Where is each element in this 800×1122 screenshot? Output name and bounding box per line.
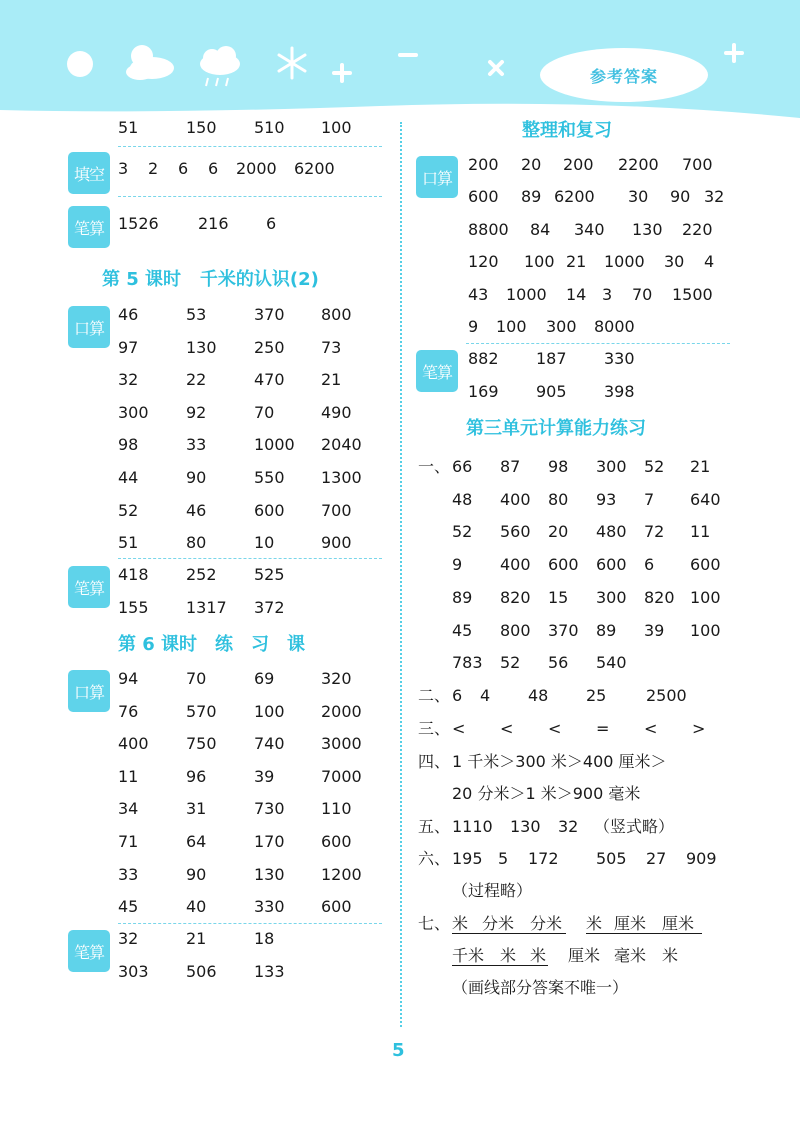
cell: 130 <box>254 864 285 884</box>
cell: 96 <box>186 766 207 786</box>
cell: 6 <box>644 555 655 575</box>
cell: 分米 <box>482 914 515 933</box>
cell: < <box>548 719 562 738</box>
cell: 905 <box>536 381 567 401</box>
cell: 6200 <box>554 187 595 207</box>
table-row <box>118 432 438 458</box>
cell: 750 <box>186 734 217 754</box>
cell: 89 <box>596 620 617 640</box>
cell: 110 <box>321 799 352 819</box>
cell: 千米 <box>452 946 485 965</box>
cell: 89 <box>521 187 542 207</box>
cell: 130 <box>632 219 663 239</box>
written-calc-tag: 笔算 <box>68 206 110 248</box>
dashed-separator <box>118 923 382 924</box>
cell: 1500 <box>672 284 713 304</box>
cell: 98 <box>548 457 569 476</box>
cell: 51 <box>118 533 139 553</box>
q4-line2: 20 分米＞1 米＞900 毫米 <box>452 784 641 803</box>
table-row <box>118 959 438 985</box>
cell: 170 <box>254 832 285 851</box>
cell: 400 <box>500 489 531 509</box>
cell: 厘米 <box>662 914 695 933</box>
cell: 3000 <box>321 734 362 754</box>
table-row <box>118 862 438 888</box>
q4-label: 四、 <box>418 752 451 771</box>
cell: 730 <box>254 799 285 819</box>
cell: 43 <box>468 284 489 304</box>
fill-blank-answers <box>118 156 388 182</box>
cell: 300 <box>596 587 627 607</box>
cell: 84 <box>530 219 551 239</box>
cell: 90 <box>186 864 207 884</box>
cell: 3 <box>118 159 129 178</box>
cell: 1000 <box>254 435 295 455</box>
cell: 600 <box>548 555 579 575</box>
dashed-separator <box>466 343 730 344</box>
cell: 71 <box>118 832 139 851</box>
cell: 87 <box>500 457 521 476</box>
cell: 4 <box>480 686 491 705</box>
table-row <box>118 926 438 952</box>
table-row <box>118 498 438 524</box>
cell: 30 <box>664 252 685 272</box>
cell: 1110 <box>452 817 493 836</box>
cell: 40 <box>186 897 207 917</box>
cell: 21 <box>566 252 587 272</box>
table-row <box>118 465 438 491</box>
cell: 300 <box>546 317 577 336</box>
lesson5-name: 千米的认识(2) <box>199 269 319 290</box>
written-calc-tag: 笔算 <box>416 350 458 392</box>
table-row <box>468 217 748 243</box>
dashed-separator <box>118 146 382 147</box>
cell: 1526 <box>118 214 159 233</box>
table-row <box>118 894 438 920</box>
cell: 510 <box>254 118 285 137</box>
cell: 32 <box>118 929 139 948</box>
cell: 45 <box>452 620 473 640</box>
cell: 300 <box>596 457 627 476</box>
cell: < <box>452 719 466 738</box>
cell: 46 <box>118 305 139 324</box>
table-row <box>118 829 438 855</box>
cell: 700 <box>682 155 713 174</box>
cell: 米 <box>530 946 547 965</box>
cell: 570 <box>186 701 217 721</box>
cell: 90 <box>186 468 207 487</box>
cell: 3 <box>602 284 613 304</box>
table-row <box>468 314 748 340</box>
cell: 14 <box>566 284 587 304</box>
cell: 39 <box>254 766 275 786</box>
cell: 100 <box>524 252 555 272</box>
cell: 25 <box>586 686 607 705</box>
cell: 46 <box>186 500 207 520</box>
cell: 1300 <box>321 468 362 487</box>
cell: 51 <box>118 118 139 137</box>
cell: 34 <box>118 799 139 819</box>
cell: 4 <box>704 252 715 272</box>
cell: 73 <box>321 337 342 357</box>
cell: 100 <box>496 317 527 336</box>
cell: 370 <box>254 305 285 324</box>
cell: 6 <box>452 686 463 705</box>
cell: 30 <box>628 187 649 207</box>
oral-calc-tag: 口算 <box>68 670 110 712</box>
cell: 6 <box>266 214 277 233</box>
table-row <box>118 530 438 556</box>
sun-icon <box>67 51 93 77</box>
table-row <box>118 764 438 790</box>
table-row <box>118 115 388 141</box>
table-row <box>468 379 788 405</box>
table-row <box>468 184 748 210</box>
cell: 27 <box>646 849 667 868</box>
cell: 20 <box>548 522 569 542</box>
cell: 7000 <box>321 766 362 786</box>
lesson5-title <box>102 267 319 293</box>
table-row <box>452 585 772 611</box>
cell: 6 <box>178 159 189 178</box>
cell: 45 <box>118 897 139 917</box>
cell: 216 <box>198 214 229 233</box>
cell: 9 <box>468 317 479 336</box>
table-row <box>118 302 438 328</box>
table-row <box>118 699 438 725</box>
cell: = <box>596 719 610 738</box>
cell: 21 <box>186 929 207 948</box>
table-row <box>468 346 788 372</box>
cell: 44 <box>118 468 139 487</box>
cell: 97 <box>118 337 139 357</box>
q2-label: 二、 <box>418 686 451 705</box>
cell: 330 <box>254 897 285 917</box>
cell: 600 <box>321 897 352 917</box>
table-row <box>452 650 772 676</box>
cell: 100 <box>690 587 721 607</box>
cell: 370 <box>548 620 579 640</box>
cell: 毫米 <box>614 946 647 965</box>
cell: 195 <box>452 849 483 868</box>
cell: 93 <box>596 489 617 509</box>
cell: 2000 <box>236 159 277 178</box>
header-band <box>0 0 800 130</box>
written-calc-tag: 笔算 <box>68 566 110 608</box>
cell: 32 <box>558 817 579 836</box>
table-row <box>118 731 438 757</box>
page-number: 5 <box>392 1040 405 1061</box>
cell: 48 <box>452 489 473 509</box>
table-row <box>118 666 438 692</box>
cell: 130 <box>510 817 541 836</box>
cell: 560 <box>500 522 531 542</box>
cell: 32 <box>118 370 139 390</box>
cell: 10 <box>254 533 275 553</box>
cell: 550 <box>254 468 285 487</box>
cell: 740 <box>254 734 285 754</box>
fill-blank-tag: 填空 <box>68 152 110 194</box>
cell: 133 <box>254 961 285 981</box>
table-row <box>452 519 772 545</box>
cell: 94 <box>118 669 139 688</box>
cell: 70 <box>186 669 207 688</box>
q4-line1: 1 千米＞300 米＞400 厘米＞ <box>452 752 667 771</box>
cell: 200 <box>468 155 499 174</box>
cell: 20 <box>521 155 542 174</box>
cell: 252 <box>186 565 217 584</box>
cell: 7 <box>644 489 655 509</box>
q6-answers <box>452 846 742 872</box>
cell: < <box>644 719 658 738</box>
cell: 398 <box>604 381 635 401</box>
cell: 5 <box>498 849 509 868</box>
cell: 1000 <box>506 284 547 304</box>
cell: 11 <box>690 522 711 542</box>
table-row <box>468 152 748 178</box>
cell: 6200 <box>294 159 335 178</box>
cell: 米 <box>586 914 603 933</box>
oral-calc-tag: 口算 <box>68 306 110 348</box>
cell: 厘米 <box>614 914 647 933</box>
cell: 22 <box>186 370 207 390</box>
cell: 300 <box>118 402 149 422</box>
cell: 2000 <box>321 701 362 721</box>
cell: 分米 <box>530 914 563 933</box>
table-row <box>452 618 772 644</box>
lesson6-title: 第 6 课时 练 习 课 <box>118 634 306 655</box>
underline <box>452 933 566 934</box>
unit3-title: 第三单元计算能力练习 <box>466 418 646 439</box>
cell: 490 <box>321 402 352 422</box>
answer-key-badge: 参考答案 <box>540 48 708 102</box>
table-row <box>118 400 438 426</box>
cell: 69 <box>254 669 275 688</box>
cell: 600 <box>321 832 352 851</box>
cell: 330 <box>604 349 635 368</box>
cell: 100 <box>254 701 285 721</box>
cell: 52 <box>452 522 473 542</box>
cell: 820 <box>644 587 675 607</box>
cell: 18 <box>254 929 275 948</box>
cell: 80 <box>186 533 207 553</box>
cell: 372 <box>254 597 285 617</box>
cell: 470 <box>254 370 285 390</box>
underline <box>586 933 702 934</box>
cell: 80 <box>548 489 569 509</box>
cell: 48 <box>528 686 549 705</box>
cell: 900 <box>321 533 352 553</box>
cell: 21 <box>321 370 342 390</box>
lesson5-number: 第 5 课时 <box>102 269 182 290</box>
table-row <box>118 796 438 822</box>
cell: 2200 <box>618 155 659 174</box>
cell: 525 <box>254 565 285 584</box>
review-title: 整理和复习 <box>522 120 612 141</box>
cell: 100 <box>690 620 721 640</box>
q3-label: 三、 <box>418 719 451 738</box>
cell: 172 <box>528 849 559 868</box>
cell: 418 <box>118 565 149 584</box>
q7-row1 <box>452 911 742 937</box>
cell: 187 <box>536 349 567 368</box>
cell: 600 <box>254 500 285 520</box>
cell: 800 <box>321 305 352 324</box>
cell: 98 <box>118 435 139 455</box>
q6-note: （过程略） <box>452 881 533 900</box>
cell: < <box>500 719 514 738</box>
cell: 32 <box>704 187 725 207</box>
cell: 303 <box>118 961 149 981</box>
cell: 52 <box>500 653 521 673</box>
q5-label: 五、 <box>418 817 451 836</box>
cell: 120 <box>468 252 499 272</box>
cell: 33 <box>186 435 207 455</box>
cell: 400 <box>500 555 531 575</box>
cell: 1200 <box>321 864 362 884</box>
cell: 600 <box>468 187 499 207</box>
table-row <box>452 454 772 480</box>
cell: 31 <box>186 799 207 819</box>
cell: 600 <box>596 555 627 575</box>
cell: 11 <box>118 766 139 786</box>
cell: 52 <box>118 500 139 520</box>
cell: 64 <box>186 832 207 851</box>
cell: 100 <box>321 118 352 137</box>
cell: 340 <box>574 219 605 239</box>
cell: 600 <box>690 555 721 575</box>
cell: 33 <box>118 864 139 884</box>
cell: 400 <box>118 734 149 754</box>
cell: > <box>692 719 706 738</box>
cell: 909 <box>686 849 717 868</box>
written-calc-answers <box>118 211 388 237</box>
cell: 89 <box>452 587 473 607</box>
cell: 1000 <box>604 252 645 272</box>
cell: 169 <box>468 381 499 401</box>
q6-label: 六、 <box>418 849 451 868</box>
q2-answers <box>452 683 742 709</box>
note: （竖式略） <box>594 817 675 836</box>
cell: 92 <box>186 402 207 422</box>
cell: 130 <box>186 337 217 357</box>
table-row <box>118 562 438 588</box>
table-row <box>468 249 748 275</box>
q7-row2 <box>452 943 742 969</box>
cell: 厘米 <box>568 946 601 965</box>
cell: 640 <box>690 489 721 509</box>
q3-answers <box>452 716 742 742</box>
cell: 9 <box>452 555 463 575</box>
cell: 21 <box>690 457 711 476</box>
cell: 2 <box>148 159 159 178</box>
dashed-separator <box>118 196 382 197</box>
cell: 800 <box>500 620 531 640</box>
cell: 700 <box>321 500 352 520</box>
cell: 70 <box>254 402 275 422</box>
cell: 米 <box>662 946 679 965</box>
cell: 米 <box>452 914 469 933</box>
q5-answers <box>452 814 742 840</box>
cell: 70 <box>632 284 653 304</box>
oral-calc-tag: 口算 <box>416 156 458 198</box>
cell: 150 <box>186 118 217 137</box>
cell: 505 <box>596 849 627 868</box>
cell: 8800 <box>468 219 509 239</box>
written-calc-tag: 笔算 <box>68 930 110 972</box>
table-row <box>118 367 438 393</box>
cell: 66 <box>452 457 473 476</box>
cell: 15 <box>548 587 569 607</box>
dashed-separator <box>118 558 382 559</box>
q7-note: （画线部分答案不唯一） <box>452 978 629 997</box>
cell: 220 <box>682 219 713 239</box>
cell: 820 <box>500 587 531 607</box>
table-row <box>452 552 772 578</box>
table-row <box>468 282 748 308</box>
cell: 8000 <box>594 317 635 336</box>
cell: 52 <box>644 457 665 476</box>
cell: 76 <box>118 701 139 721</box>
table-row <box>118 595 438 621</box>
cell: 882 <box>468 349 499 368</box>
cell: 72 <box>644 522 665 542</box>
table-row <box>118 335 438 361</box>
cell: 2500 <box>646 686 687 705</box>
cell: 6 <box>208 159 219 178</box>
cell: 320 <box>321 669 352 688</box>
cell: 250 <box>254 337 285 357</box>
cell: 1317 <box>186 597 227 617</box>
cell: 506 <box>186 961 217 981</box>
cell: 2040 <box>321 435 362 455</box>
table-row <box>452 487 772 513</box>
cell: 米 <box>500 946 517 965</box>
q1-label: 一、 <box>418 457 451 476</box>
cell: 200 <box>563 155 594 174</box>
cell: 39 <box>644 620 665 640</box>
cell: 53 <box>186 305 207 324</box>
cell: 480 <box>596 522 627 542</box>
cell: 783 <box>452 653 483 673</box>
cell: 540 <box>596 653 627 673</box>
cell: 56 <box>548 653 569 673</box>
cell: 155 <box>118 597 149 617</box>
q7-label: 七、 <box>418 914 451 933</box>
cell: 90 <box>670 187 691 207</box>
underline <box>452 965 548 966</box>
